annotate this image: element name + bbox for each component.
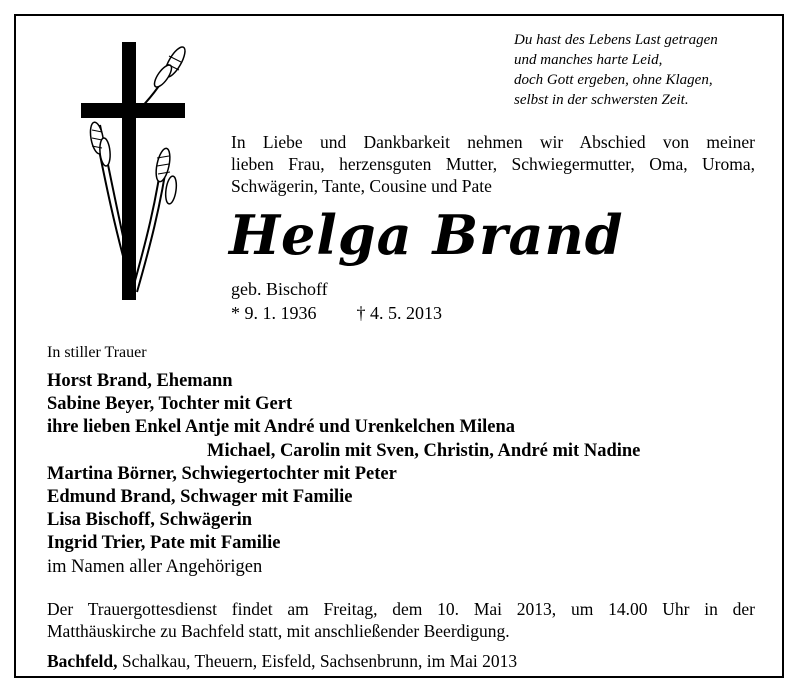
mourning-heading: In stiller Trauer	[47, 344, 147, 361]
mourner-entry: Ingrid Trier, Pate mit Familie	[47, 533, 281, 554]
mourner-entry: ihre lieben Enkel Antje mit André und Urenkelchen Milena	[47, 417, 516, 438]
birth-date: * 9. 1. 1936	[231, 303, 317, 323]
mourner-entry: Michael, Carolin mit Sven, Christin, André mit Nadine	[207, 440, 641, 461]
verse-line: und manches harte Leid,	[514, 52, 663, 68]
intro-line: In Liebe und Dankbarkeit nehmen wir Abschied von meiner	[231, 132, 755, 152]
intro-text	[231, 131, 755, 197]
deceased-name: Helga Brand	[229, 203, 624, 267]
verse-line: doch Gott ergeben, ohne Klagen,	[514, 72, 713, 88]
intro-line: lieben Frau, herzensguten Mutter, Schwiegermutter, Oma, Uroma,	[231, 154, 755, 174]
verse-line: Du hast des Lebens Last getragen	[514, 32, 718, 48]
cross-with-wheat-icon	[75, 40, 195, 305]
maiden-name: geb. Bischoff	[231, 279, 328, 299]
mourning-closing: im Namen aller Angehörigen	[47, 556, 263, 577]
place-first: Bachfeld,	[47, 651, 118, 671]
life-dates	[231, 302, 442, 324]
intro-line: Schwägerin, Tante, Cousine und Pate	[231, 176, 492, 196]
service-line: Matthäuskirche zu Bachfeld statt, mit anschließender Beerdigung.	[47, 621, 510, 641]
places-line	[47, 650, 517, 672]
mourner-entry: Edmund Brand, Schwager mit Familie	[47, 487, 353, 508]
mourner-entry: Martina Börner, Schwiegertochter mit Peter	[47, 463, 397, 484]
verse-line: selbst in der schwersten Zeit.	[514, 92, 689, 108]
service-info	[47, 598, 755, 642]
place-rest: Schalkau, Theuern, Eisfeld, Sachsenbrunn, im Mai 2013	[117, 651, 518, 671]
verse-block	[514, 30, 774, 110]
service-line: Der Trauergottesdienst findet am Freitag, dem 10. Mai 2013, um 14.00 Uhr in der	[47, 599, 755, 619]
mourner-entry: Sabine Beyer, Tochter mit Gert	[47, 394, 293, 415]
mourner-entry: Lisa Bischoff, Schwägerin	[47, 510, 253, 531]
mourner-entry: Horst Brand, Ehemann	[47, 371, 233, 391]
mourners-list	[47, 370, 767, 579]
death-date: † 4. 5. 2013	[356, 303, 442, 323]
